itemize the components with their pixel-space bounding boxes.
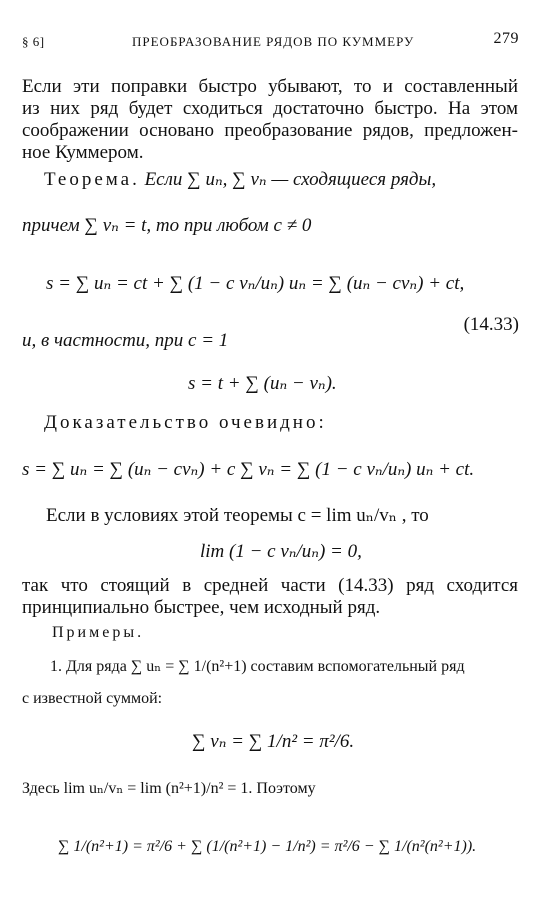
theorem-line1 bbox=[44, 168, 436, 191]
limit-equation: lim (1 − c vₙ/uₙ) = 0, bbox=[200, 541, 362, 562]
theorem-label: Теорема. bbox=[44, 169, 140, 190]
example1-line2: с известной суммой: bbox=[22, 690, 163, 707]
page-number: 279 bbox=[493, 30, 519, 47]
header-title: ПРЕОБРАЗОВАНИЕ РЯДОВ ПО КУММЕРУ bbox=[132, 34, 415, 49]
theorem-text1: Если ∑ uₙ, ∑ vₙ — сходящиеся ряды, bbox=[144, 169, 437, 190]
running-header bbox=[22, 30, 519, 50]
example1-line3: Здесь lim uₙ/vₙ = lim (n²+1)/n² = 1. Поэтому bbox=[22, 780, 316, 797]
equation-main: s = ∑ uₙ = ct + ∑ (1 − c vₙ/uₙ) uₙ = ∑ (uₙ − cvₙ) + ct, bbox=[46, 273, 465, 294]
proof-line2: так что стоящий в средней части (14.33) ряд сходится bbox=[22, 575, 518, 596]
proof-line3: принципиально быстрее, чем исходный ряд. bbox=[22, 597, 381, 618]
proof-equation: s = ∑ uₙ = ∑ (uₙ − cvₙ) + c ∑ vₙ = ∑ (1 − c vₙ/uₙ) uₙ + ct. bbox=[22, 459, 475, 480]
examples-label: Примеры. bbox=[52, 624, 145, 641]
para1-line2: из них ряд будет сходиться достаточно быстро. На этом bbox=[22, 98, 518, 119]
example1-equation: ∑ vₙ = ∑ 1/n² = π²/6. bbox=[192, 731, 355, 752]
para1-line4: ное Куммером. bbox=[22, 142, 144, 163]
theorem-line2: причем ∑ vₙ = t, то при любом c ≠ 0 bbox=[22, 215, 312, 236]
proof-line1: Если в условиях этой теоремы c = lim uₙ/vₙ , то bbox=[46, 505, 429, 526]
para1-line1: Если эти поправки быстро убывают, то и составленный bbox=[22, 76, 518, 97]
theorem-line3: и, в частности, при c = 1 bbox=[22, 330, 229, 351]
equation-special: s = t + ∑ (uₙ − vₙ). bbox=[188, 373, 337, 394]
example1-final-equation: ∑ 1/(n²+1) = π²/6 + ∑ (1/(n²+1) − 1/n²) = π²/6 − ∑ 1/(n²(n²+1)). bbox=[58, 838, 477, 855]
para1-line3: соображении основано преобразование рядов, предложен- bbox=[22, 120, 518, 141]
equation-number: (14.33) bbox=[463, 314, 519, 335]
example1-line1: 1. Для ряда ∑ uₙ = ∑ 1/(n²+1) составим вспомогательный ряд bbox=[50, 658, 465, 675]
section-mark: § 6] bbox=[22, 34, 45, 49]
proof-label: Доказательство очевидно: bbox=[44, 412, 327, 433]
